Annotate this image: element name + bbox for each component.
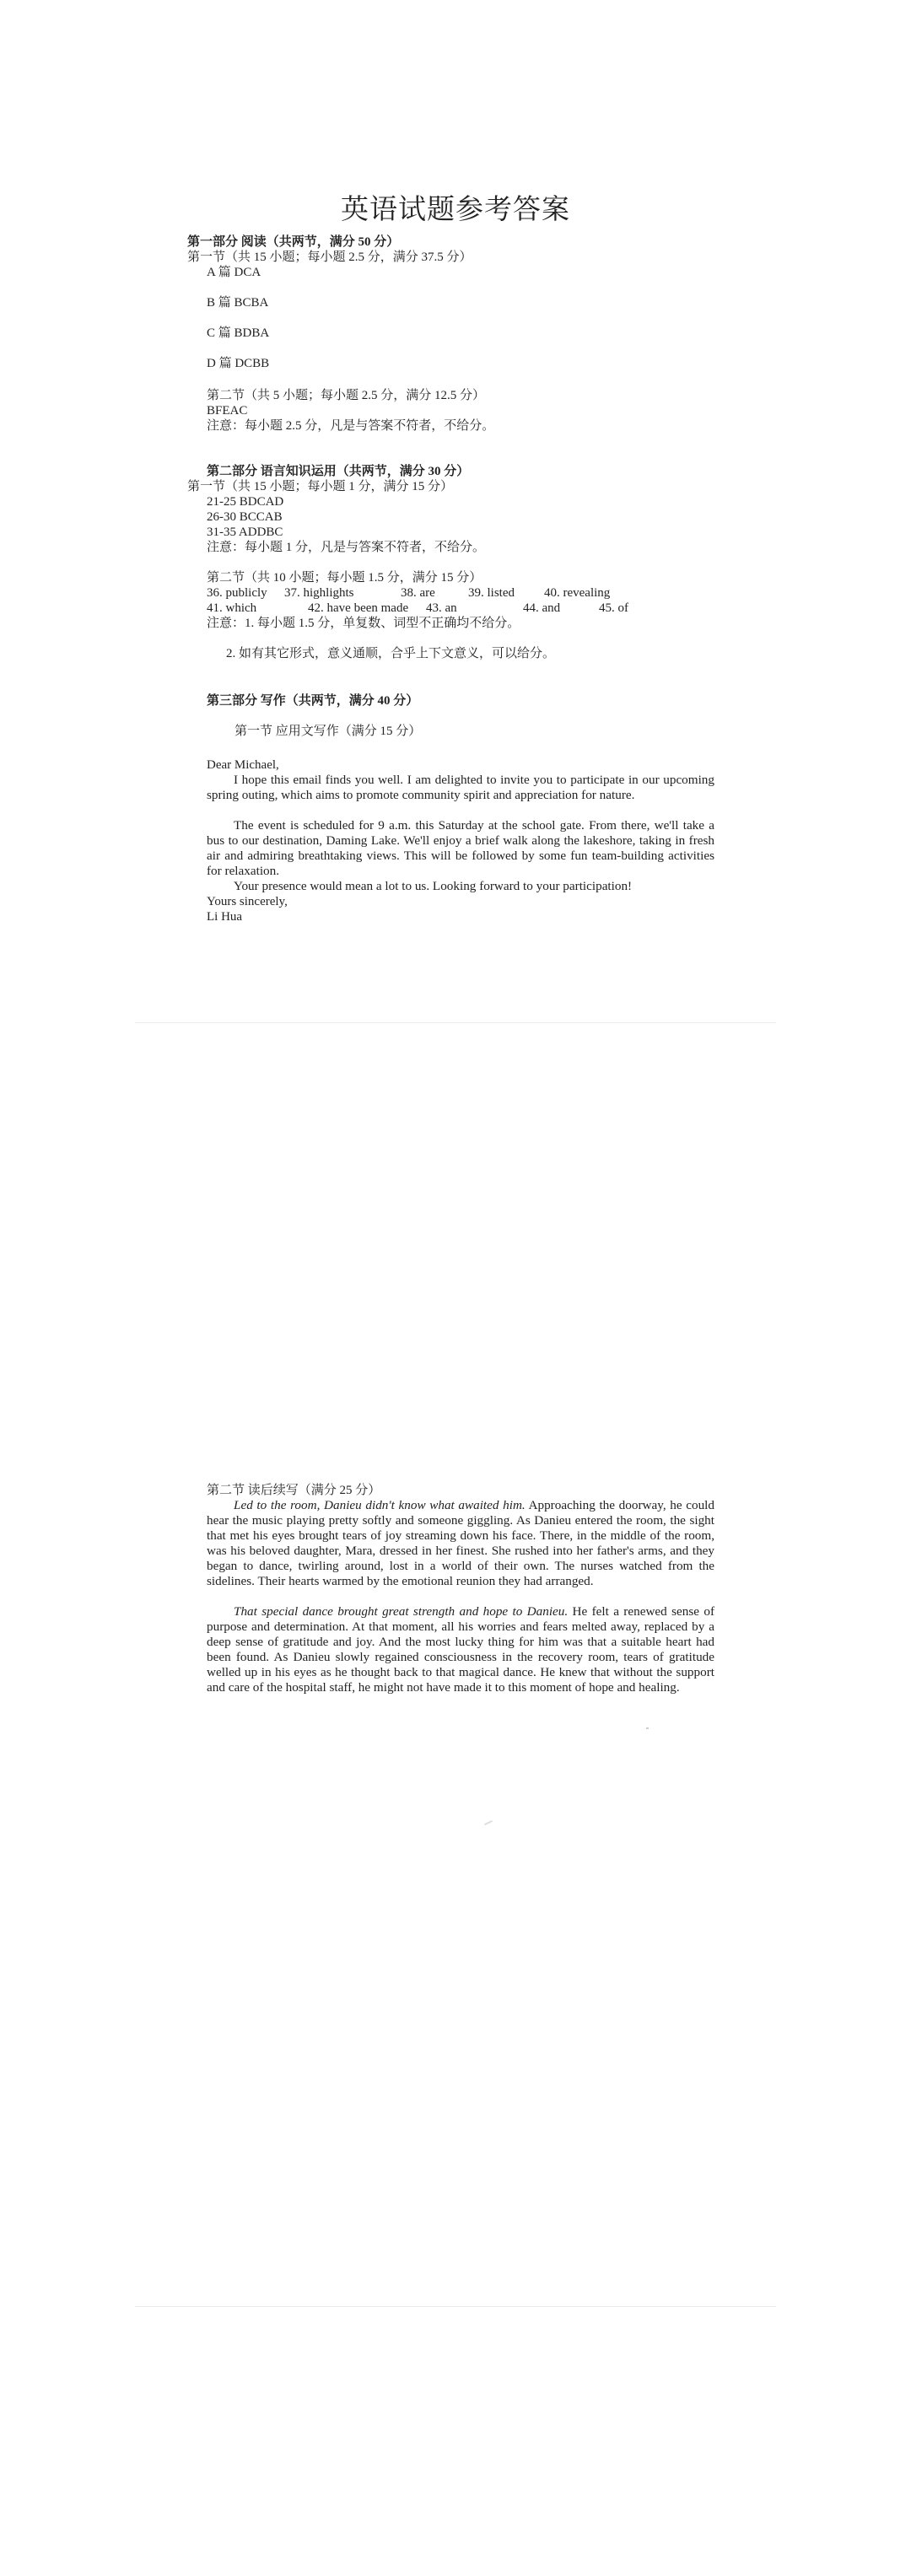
part2-section1-heading: 第一节（共 15 小题；每小题 1 分，满分 15 分） (187, 480, 454, 493)
part3-section1-heading: 第一节 应用文写作（满分 15 分） (234, 725, 422, 738)
grammar-answer-45: 45. of (599, 601, 628, 615)
grammar-answer-39: 39. listed (468, 586, 515, 600)
part1-answer-b: B 篇 BCBA (207, 296, 269, 310)
letter-closing: Yours sincerely, (207, 895, 288, 908)
part1-answer-d: D 篇 DCBB (207, 357, 270, 370)
scan-speck (484, 1820, 493, 1825)
grammar-answer-40: 40. revealing (544, 586, 611, 600)
part1-section1-heading: 第一节（共 15 小题；每小题 2.5 分，满分 37.5 分） (187, 251, 472, 264)
grammar-answer-43: 43. an (426, 601, 457, 615)
part3-section2-heading: 第二节 读后续写（满分 25 分） (207, 1484, 381, 1497)
letter-greeting: Dear Michael, (207, 758, 279, 772)
scan-speck (646, 1727, 649, 1729)
part2-answer-row-1: 21-25 BDCAD (207, 495, 284, 509)
continuation-paragraph-2 (207, 1604, 714, 1695)
letter-paragraph-2: The event is scheduled for 9 a.m. this Saturday at the school gate. From there, we'll take a bus to our destination, Daming Lake. We'll enjoy a brief walk along the lakeshore, taking in fresh air and admiring breathtaking views. This will be followed by some fun team-building activities for relaxation. (207, 818, 714, 878)
part2-grammar-row-2 (207, 601, 628, 616)
document-title: 英语试题参考答案 (341, 195, 570, 225)
letter-paragraph-1: I hope this email finds you well. I am delighted to invite you to participate in our upcoming spring outing, which aims to promote community spirit and appreciation for nature. (207, 773, 714, 802)
letter-paragraph-3: Your presence would mean a lot to us. Looking forward to your participation! (234, 879, 633, 893)
page-boundary (135, 2306, 776, 2307)
part2-section2-heading: 第二节（共 10 小题；每小题 1.5 分，满分 15 分） (207, 571, 482, 585)
grammar-answer-42: 42. have been made (308, 601, 409, 615)
part1-section2-note: 注意：每小题 2.5 分，凡是与答案不符者，不给分。 (207, 419, 495, 433)
grammar-answer-36: 36. publicly (207, 586, 267, 600)
part2-section2-note-2: 2. 如有其它形式，意义通顺，合乎上下文意义，可以给分。 (226, 647, 556, 660)
part3-heading: 第三部分 写作（共两节，满分 40 分） (207, 694, 419, 708)
page-boundary (135, 1022, 776, 1023)
part2-section2-note-1: 注意：1. 每小题 1.5 分，单复数、词型不正确均不给分。 (207, 617, 520, 630)
grammar-answer-37: 37. highlights (284, 586, 354, 600)
part2-answer-row-3: 31-35 ADDBC (207, 525, 283, 539)
grammar-answer-38: 38. are (401, 586, 435, 600)
grammar-answer-44: 44. and (523, 601, 561, 615)
part2-section1-note: 注意：每小题 1 分，凡是与答案不符者，不给分。 (207, 541, 486, 554)
continuation-paragraph-1-body: Approaching the doorway, he could hear the music playing pretty softly and someone giggling. As Danieu entered the room, the sight that met his eyes brought tears of joy streaming down his face. There, in the middle of the room, was his beloved daughter, Mara, dressed in her finest. She rushed into her father's arms, and they began to dance, twirling around, lost in a world of their own. The nurses watched from the sidelines. Their hearts warmed by the emotional reunion they had arranged. (207, 1498, 714, 1588)
part1-section2-heading: 第二节（共 5 小题；每小题 2.5 分，满分 12.5 分） (207, 389, 486, 402)
part1-heading: 第一部分 阅读（共两节，满分 50 分） (187, 235, 400, 249)
continuation-paragraph-1 (207, 1498, 714, 1589)
continuation-paragraph-2-body: He felt a renewed sense of purpose and determination. At that moment, all his worries and fears melted away, replaced by a deep sense of gratitude and joy. And the most lucky thing for him was that a suitable heart had been found. As Danieu slowly regained consciousness in the recovery room, tears of gratitude welled up in his eyes as he thought back to that magical dance. He knew that without the support and care of the hospital staff, he might not have made it to this moment of hope and healing. (207, 1604, 714, 1695)
grammar-answer-41: 41. which (207, 601, 257, 615)
part1-section2-answer: BFEAC (207, 404, 248, 418)
part2-answer-row-2: 26-30 BCCAB (207, 510, 283, 524)
letter-signature: Li Hua (207, 910, 243, 924)
continuation-paragraph-2-lead: That special dance brought great strength and hope to Danieu. (234, 1604, 569, 1619)
part2-grammar-row-1 (207, 585, 610, 601)
continuation-paragraph-1-lead: Led to the room, Danieu didn't know what awaited him. (234, 1498, 526, 1512)
part1-answer-a: A 篇 DCA (207, 266, 261, 279)
part2-heading: 第二部分 语言知识运用（共两节，满分 30 分） (207, 465, 470, 478)
part1-answer-c: C 篇 BDBA (207, 326, 270, 340)
